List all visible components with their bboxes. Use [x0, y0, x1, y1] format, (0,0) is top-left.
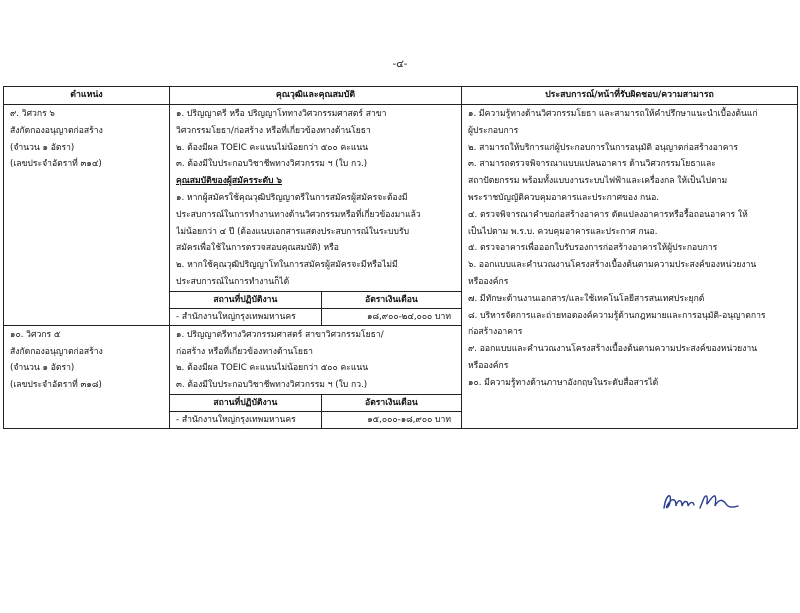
special-qualification-line: ๒. หากใช้คุณวุฒิปริญญาโทในการสมัครผู้สมัครจะมีหรือไม่มี	[176, 260, 398, 271]
workplace-label: สถานที่ปฏิบัติงาน	[170, 394, 321, 411]
experience-line: ๘. บริหารจัดการและถ่ายทอดองค์ความรู้ด้านกฎหมายและการอนุมัติ-อนุญาตการ	[468, 310, 766, 321]
workplace-salary-table	[170, 394, 461, 428]
experience-line: ๑. มีความรู้ทางด้านวิศวกรรมโยธา และสามารถให้คำปรึกษาแนะนำเบื้องต้นแก่	[468, 109, 758, 119]
position-count: (จำนวน ๑ อัตรา)	[10, 142, 75, 153]
salary-value: ๑๕,๐๐๐-๑๘,๙๐๐ บาท	[321, 411, 461, 428]
workplace-label: สถานที่ปฏิบัติงาน	[170, 291, 321, 308]
table-header-row	[4, 87, 798, 105]
position-cell	[4, 105, 170, 326]
header-qualifications: คุณวุฒิและคุณสมบัติ	[170, 87, 462, 105]
experience-line: ๙. ออกแบบและคำนวณงานโครงสร้างเบื้องต้นตามความประสงค์ของหน่วยงาน	[468, 344, 758, 355]
qualification-line: ๓. ต้องมีใบประกอบวิชาชีพทางวิศวกรรม ฯ (ใบ กว.)	[176, 159, 368, 170]
qualification-line: วิศวกรรมโยธา/ก่อสร้าง หรือที่เกี่ยวข้องทางด้านโยธา	[176, 125, 371, 136]
qualification-line: ๓. ต้องมีใบประกอบวิชาชีพทางวิศวกรรม ฯ (ใบ กว.)	[176, 380, 368, 391]
special-qualification-line: ประสบการณ์ในการทำงานทางด้านวิศวกรรมหรือที่เกี่ยวข้องมาแล้ว	[176, 209, 421, 220]
qualification-line: ๑. ปริญญาตรีทางวิศวกรรมศาสตร์ สาขาวิศวกรรมโยธา/	[176, 329, 384, 340]
table-row	[4, 105, 798, 326]
experience-line: ผู้ประกอบการ	[468, 125, 519, 136]
salary-value: ๑๘,๙๐๐-๒๔,๐๐๐ บาท	[321, 308, 461, 325]
special-qualification-line: ไม่น้อยกว่า ๔ ปี (ต้องแนบเอกสารแสดงประสบการณ์ในระบบรับ	[176, 226, 410, 237]
experience-line: เป็นไปตาม พ.ร.บ. ควบคุมอาคารและประกาศ กนอ.	[468, 226, 658, 237]
qualifications-cell	[170, 325, 462, 428]
special-qualification-line: ๑. หากผู้สมัครใช้คุณวุฒิปริญญาตรีในการสมัครผู้สมัครจะต้องมี	[176, 192, 408, 203]
position-table	[3, 86, 798, 429]
experience-line: หรือองค์กร	[468, 360, 509, 371]
experience-line: ๕. ตรวจอาคารเพื่อออกใบรับรองการก่อสร้างอาคารให้ผู้ประกอบการ	[468, 243, 718, 254]
special-qualification-line: สมัครเพื่อใช้ในการตรวจสอบคุณสมบัติ) หรือ	[176, 243, 339, 254]
experience-line: ๔. ตรวจพิจารณาคำขอก่อสร้างอาคาร ดัดแปลงอาคารหรือรื้อถอนอาคาร ให้	[468, 209, 748, 220]
salary-label: อัตราเงินเดือน	[321, 291, 461, 308]
experience-line: ๗. มีทักษะด้านงานเอกสาร/และใช้เทคโนโลยีสารสนเทศประยุกต์	[468, 293, 705, 304]
position-department: สังกัดกองอนุญาตก่อสร้าง	[10, 125, 103, 136]
experience-line: ก่อสร้างอาคาร	[468, 327, 523, 338]
experience-line: ๓. สามารถตรวจพิจารณาแบบแปลนอาคาร ด้านวิศวกรรมโยธาและ	[468, 159, 716, 170]
experience-cell	[462, 105, 798, 429]
special-qualifications-heading: คุณสมบัติของผู้สมัครระดับ ๖	[176, 176, 282, 187]
qualification-line: ๒. ต้องมีผล TOEIC คะแนนไม่น้อยกว่า ๕๐๐ คะแนน	[176, 142, 369, 153]
position-title: ๑๐. วิศวกร ๕	[10, 329, 61, 340]
position-number: (เลขประจำอัตราที่ ๓๑๔)	[10, 159, 102, 170]
experience-line: ๑๐. มีความรู้ทางด้านภาษาอังกฤษในระดับสื่อสารได้	[468, 377, 659, 388]
position-department: สังกัดกองอนุญาตก่อสร้าง	[10, 346, 103, 357]
position-number: (เลขประจำอัตราที่ ๓๑๘)	[10, 380, 102, 391]
experience-line: ๒. สามารถให้บริการแก่ผู้ประกอบการในการอนุมัติ อนุญาตก่อสร้างอาคาร	[468, 142, 738, 153]
qualifications-cell	[170, 105, 462, 326]
workplace-salary-table	[170, 291, 461, 325]
position-title: ๙. วิศวกร ๖	[10, 109, 55, 119]
experience-line: สถาปัตยกรรม พร้อมทั้งแบบงานระบบไฟฟ้าและเครื่องกล ให้เป็นไปตาม	[468, 176, 728, 187]
position-count: (จำนวน ๑ อัตรา)	[10, 363, 75, 374]
header-experience: ประสบการณ์/หน้าที่รับผิดชอบ/ความสามารถ	[462, 87, 798, 105]
qualification-line: ก่อสร้าง หรือที่เกี่ยวข้องทางด้านโยธา	[176, 346, 314, 357]
position-cell	[4, 325, 170, 428]
salary-label: อัตราเงินเดือน	[321, 394, 461, 411]
workplace-value: - สำนักงานใหญ่กรุงเทพมหานคร	[170, 411, 321, 428]
qualification-line: ๒. ต้องมีผล TOEIC คะแนนไม่น้อยกว่า ๕๐๐ คะแนน	[176, 363, 369, 374]
handwritten-signature	[660, 486, 760, 516]
experience-line: ๖. ออกแบบและคำนวณงานโครงสร้างเบื้องต้นตามความประสงค์ของหน่วยงาน	[468, 260, 757, 271]
experience-line: หรือองค์กร	[468, 276, 509, 287]
workplace-value: - สำนักงานใหญ่กรุงเทพมหานคร	[170, 308, 321, 325]
special-qualification-line: ประสบการณ์ในการทำงานก็ได้	[176, 276, 290, 287]
qualification-line: ๑. ปริญญาตรี หรือ ปริญญาโททางวิศวกรรมศาสตร์ สาขา	[176, 109, 387, 119]
experience-line: พระราชบัญญัติควบคุมอาคารและประกาศของ กนอ.	[468, 192, 659, 203]
page-number: -๔-	[392, 59, 408, 70]
header-position: ตำแหน่ง	[4, 87, 170, 105]
